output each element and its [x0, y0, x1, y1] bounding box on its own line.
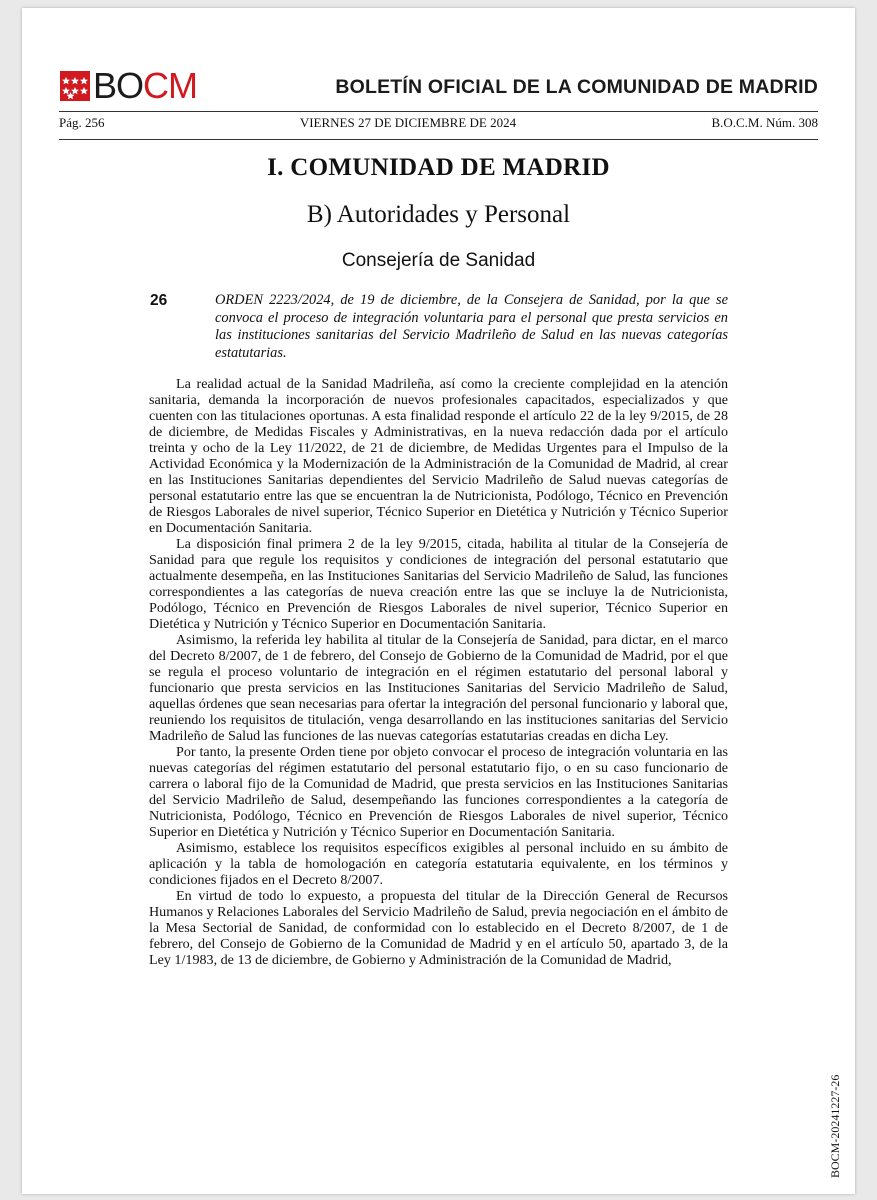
body-paragraph: La realidad actual de la Sanidad Madrileña, así como la creciente complejidad en la atención sanitaria, demanda la incorporación de nuevos profesionales capacitados, especializados y que cuenten con las titulaciones oportunas. A esta finalidad responde el artículo 22 de la ley 9/2015, de 28 de diciembre, de Medidas Fiscales y Administrativas, en la nueva redacción dada por el artículo treinta y ocho de la Ley 11/2022, de 21 de diciembre, de Medidas Urgentes para el Impulso de la Actividad Económica y la Modernización de la Administración de la Comunidad de Madrid, al crear en las Instituciones Sanitarias dependientes del Servicio Madrileño de Salud nuevas categorías de personal estatutario entre las que se encuentran la de Nutricionista, Podólogo, Técnico en Prevención de Riesgos Laborales de nivel superior, Técnico Superior en Dietética y Nutrición y Técnico Superior en Documentación Sanitaria.: [149, 376, 728, 536]
header-rule-top: [59, 111, 818, 112]
side-reference-code: BOCM-20241227-26: [828, 1074, 842, 1178]
body-paragraph: Por tanto, la presente Orden tiene por objeto convocar el proceso de integración voluntaria en las nuevas categorías del régimen estatutario del personal estatutario fijo, o en su caso funcionario de carrera o laboral fijo de la Comunidad de Madrid, que presta servicios en las Instituciones Sanitarias del Servicio Madrileño de Salud, desempeñando las funciones correspondientes a la categoría de Nutricionista, Podólogo, Técnico en Prevención de Riesgos Laborales de nivel superior, Técnico Superior en Dietética y Nutrición y Técnico Superior en Documentación Sanitaria.: [149, 744, 728, 840]
order-body: [149, 376, 728, 968]
issue-number: B.O.C.M. Núm. 308: [711, 115, 818, 130]
body-paragraph: En virtud de todo lo expuesto, a propuesta del titular de la Dirección General de Recursos Humanos y Relaciones Laborales del Servicio Madrileño de Salud, previa negociación en el ámbito de la Mesa Sectorial de Sanidad, de conformidad con lo establecido en el Decreto 8/2007, de 1 de febrero, del Consejo de Gobierno de la Comunidad de Madrid y en el artículo 50, apartado 3, de la Ley 1/1983, de 13 de diciembre, de Gobierno y Administración de la Comunidad de Madrid,: [149, 888, 728, 968]
order-title: ORDEN 2223/2024, de 19 de diciembre, de la Consejera de Sanidad, por la que se convoca el proceso de integración voluntaria para el personal que presta servicios en las instituciones sanitarias del Servicio Madrileño de Salud en las nuevas categorías estatutarias.: [215, 292, 728, 361]
logo-text-cm: CM: [143, 65, 198, 106]
logo-wordmark: [93, 65, 198, 106]
body-paragraph: La disposición final primera 2 de la ley 9/2015, citada, habilita al titular de la Consejería de Sanidad para que regule los requisitos y condiciones de integración del personal estatutario que actualmente desempeña, en las Instituciones Sanitarias del Servicio Madrileño de Salud, las funciones correspondientes a las categorías de nueva creación entre las que se incluye la de Nutricionista, Podólogo, Técnico en Prevención de Riesgos Laborales de nivel superior, Técnico Superior en Dietética y Nutrición y Técnico Superior en Documentación Sanitaria.: [149, 536, 728, 632]
madrid-flag-icon: [60, 71, 90, 101]
subsection-title: B) Autoridades y Personal: [306, 201, 571, 228]
bocm-logo: [60, 66, 197, 106]
section-title: I. COMUNIDAD DE MADRID: [267, 154, 610, 181]
masthead-title: BOLETÍN OFICIAL DE LA COMUNIDAD DE MADRID: [335, 76, 818, 98]
bulletin-page: [22, 8, 855, 1194]
header-rule-bottom: [59, 139, 818, 140]
body-paragraph: Asimismo, la referida ley habilita al titular de la Consejería de Sanidad, para dictar, en el marco del Decreto 8/2007, de 1 de febrero, del Consejo de Gobierno de la Comunidad de Madrid, por el que se regula el proceso voluntario de integración en el régimen estatutario del personal laboral y funcionario que presta servicios en las Instituciones Sanitarias del Servicio Madrileño de Salud, aquellas órdenes que sean necesarias para ofertar la integración del personal funcionario y laboral que, reuniendo los requisitos de titulación, venga desarrollando en las instituciones sanitarias del Servicio Madrileño de Salud las funciones de las nuevas categorías estatutarias creadas en dicha Ley.: [149, 632, 728, 744]
order-number: 26: [150, 292, 168, 309]
department-title: Consejería de Sanidad: [341, 250, 536, 271]
page-number: Pág. 256: [59, 115, 105, 130]
logo-text-bo: BO: [93, 65, 144, 106]
issue-date: VIERNES 27 DE DICIEMBRE DE 2024: [299, 115, 517, 130]
header-info-row: [59, 115, 818, 131]
body-paragraph: Asimismo, establece los requisitos específicos exigibles al personal incluido en su ámbito de aplicación y la tabla de homologación en categoría estatutaria equivalente, en los términos y condiciones fijados en el Decreto 8/2007.: [149, 840, 728, 888]
